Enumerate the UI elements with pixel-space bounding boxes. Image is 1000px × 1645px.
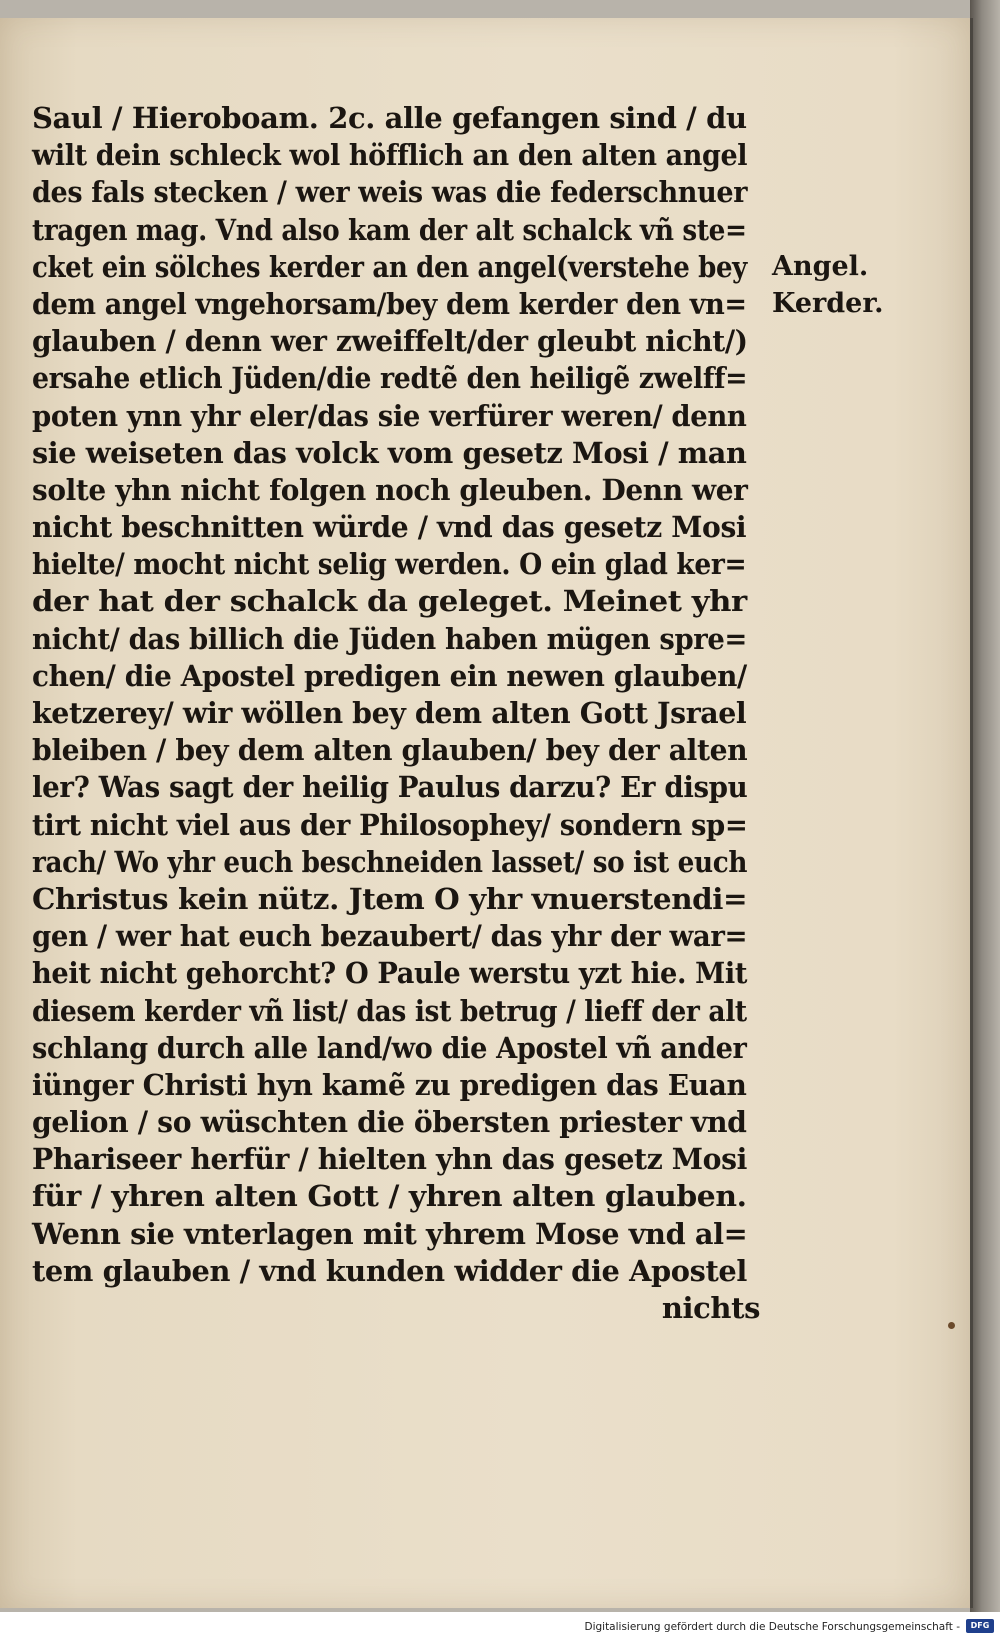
text-line: wilt dein schleck wol höfflich an den alten angel (32, 138, 748, 173)
body-text (32, 100, 762, 1327)
text-line: solte yhn nicht folgen noch gleuben. Denn wer (32, 472, 748, 507)
dfg-logo-icon: DFG (966, 1619, 994, 1633)
digitization-footer (0, 1612, 1000, 1645)
text-line: ler? Was sagt der heilig Paulus darzu? Er dispu (32, 770, 748, 805)
text-line: bleiben / bey dem alten glauben/ bey der alten (32, 733, 748, 768)
catchword: nichts (661, 1291, 760, 1325)
text-line: chen/ die Apostel predigen ein newen glauben/ (32, 658, 747, 693)
text-line: nicht/ das billich die Jüden haben mügen spre= (32, 621, 748, 656)
text-line: sie weiseten das volck vom gesetz Mosi / man (32, 435, 747, 470)
text-line: ersahe etlich Jüden/die redtẽ den heiligẽ zwelff= (32, 361, 748, 396)
text-line: für / yhren alten Gott / yhren alten glauben. (32, 1179, 747, 1214)
funding-credit: Digitalisierung gefördert durch die Deutsche Forschungsgemeinschaft - (584, 1621, 960, 1633)
text-line: tem glauben / vnd kunden widder die Apostel (32, 1253, 747, 1288)
text-line: glauben / denn wer zweiffelt/der gleubt nicht/) (32, 324, 748, 359)
text-line: der hat der schalck da geleget. Meinet yhr (32, 584, 747, 619)
text-line: tirt nicht viel aus der Philosophey/ sondern sp= (32, 807, 748, 842)
text-line: cket ein sölches kerder an den angel(verstehe bey (32, 249, 747, 284)
text-line: Wenn sie vnterlagen mit yhrem Mose vnd al= (32, 1216, 748, 1251)
text-line: iünger Christi hyn kamẽ zu predigen das Euan (32, 1067, 747, 1102)
text-line: dem angel vngehorsam/bey dem kerder den vn= (32, 286, 747, 321)
text-line: gelion / so wüschten die öbersten priester vnd (32, 1105, 747, 1140)
text-line: poten ynn yhr eler/das sie verfürer weren/ denn (32, 398, 747, 433)
text-line: ketzerey/ wir wöllen bey dem alten Gott Jsrael (32, 696, 747, 730)
text-line: des fals stecken / wer weis was die federschnuer (32, 175, 748, 210)
book-edge-shadow (970, 0, 1000, 1612)
book-page (0, 18, 973, 1608)
margin-note: Angel. (772, 251, 869, 282)
text-line: rach/ Wo yhr euch beschneiden lasset/ so ist euch (32, 844, 748, 879)
text-line: gen / wer hat euch bezaubert/ das yhr der war= (32, 919, 748, 954)
text-line: Christus kein nütz. Jtem O yhr vnuerstendi= (32, 881, 748, 916)
text-line: diesem kerder vñ list/ das ist betrug / lieff der alt (32, 993, 747, 1028)
text-line: nicht beschnitten würde / vnd das gesetz Mosi (32, 510, 747, 545)
margin-notes (772, 248, 902, 322)
margin-note: Kerder. (772, 288, 884, 319)
text-line: heit nicht gehorcht? O Paule werstu yzt hie. Mit (32, 956, 748, 991)
text-line: Saul / Hieroboam. 2c. alle gefangen sind / du (32, 101, 747, 135)
ink-spot (948, 1322, 955, 1329)
text-line: hielte/ mocht nicht selig werden. O ein glad ker= (32, 547, 747, 582)
text-line: Phariseer herfür / hielten yhn das gesetz Mosi (32, 1142, 747, 1177)
text-line: tragen mag. Vnd also kam der alt schalck vñ ste= (32, 212, 747, 247)
text-line: schlang durch alle land/wo die Apostel vñ ander (32, 1030, 747, 1065)
